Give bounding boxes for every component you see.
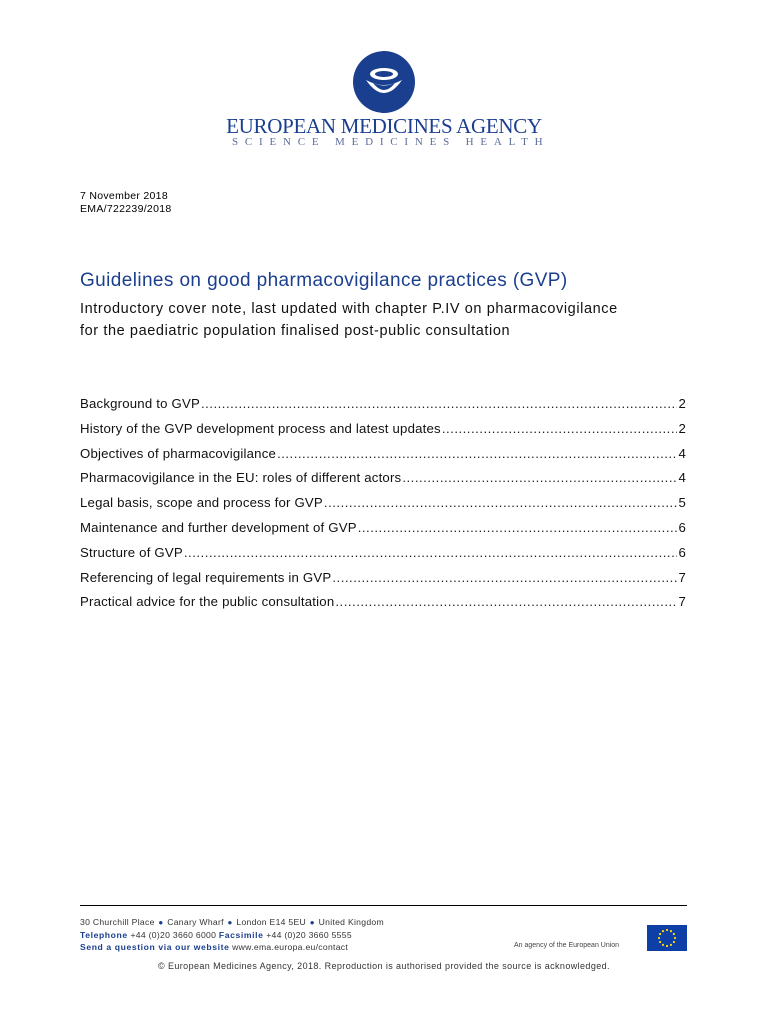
toc-entry[interactable] xyxy=(80,470,686,495)
address-country: United Kingdom xyxy=(318,917,384,927)
toc-entry[interactable] xyxy=(80,594,686,619)
address-street: 30 Churchill Place xyxy=(80,917,155,927)
toc-dot-leader xyxy=(277,446,677,461)
toc-entry[interactable] xyxy=(80,545,686,570)
copyright-notice: © European Medicines Agency, 2018. Reproduction is authorised provided the source is acknowledged. xyxy=(158,961,610,971)
document-date: 7 November 2018 xyxy=(80,190,168,202)
toc-entry-page[interactable]: 4 xyxy=(678,470,686,486)
bullet-icon: ● xyxy=(227,918,233,927)
toc-dot-leader xyxy=(335,594,677,609)
toc-entry[interactable] xyxy=(80,446,686,471)
toc-entry-label[interactable]: Objectives of pharmacovigilance xyxy=(80,445,277,461)
telephone-label: Telephone xyxy=(80,930,128,940)
bullet-icon: ● xyxy=(158,918,164,927)
document-title: Guidelines on good pharmacovigilance practices (GVP) xyxy=(80,270,568,291)
footer-address xyxy=(80,916,384,929)
question-label: Send a question via our website xyxy=(80,942,230,952)
toc-dot-leader xyxy=(442,421,678,436)
toc-entry-page[interactable]: 7 xyxy=(678,594,686,610)
toc-dot-leader xyxy=(358,520,678,535)
toc-entry[interactable] xyxy=(80,396,686,421)
eu-agency-note: An agency of the European Union xyxy=(514,942,620,949)
toc-entry-page[interactable]: 4 xyxy=(678,445,686,461)
toc-entry-label[interactable]: Structure of GVP xyxy=(80,544,183,560)
footer-address-block xyxy=(80,916,384,953)
footer-website xyxy=(80,941,384,953)
website-link[interactable]: www.ema.europa.eu/contact xyxy=(232,942,349,952)
toc-entry-label[interactable]: Background to GVP xyxy=(80,396,200,411)
toc-entry-label[interactable]: Practical advice for the public consultation xyxy=(80,594,335,610)
ema-globe-logo-icon xyxy=(352,50,416,114)
document-meta xyxy=(80,190,171,216)
eu-flag-icon xyxy=(647,925,687,951)
facsimile-number: +44 (0)20 3660 5555 xyxy=(266,930,352,940)
toc-entry-label[interactable]: History of the GVP development process and latest updates xyxy=(80,420,441,436)
toc-entry-label[interactable]: Referencing of legal requirements in GVP xyxy=(80,569,332,585)
toc-dot-leader xyxy=(332,570,677,585)
toc-dot-leader xyxy=(324,495,678,510)
toc-dot-leader xyxy=(201,396,677,411)
address-district: Canary Wharf xyxy=(167,917,224,927)
address-city: London E14 5EU xyxy=(236,917,307,927)
toc-entry-page[interactable]: 2 xyxy=(678,420,686,436)
toc-dot-leader xyxy=(184,545,678,560)
toc-entry-page[interactable]: 2 xyxy=(678,396,686,411)
agency-name: EUROPEAN MEDICINES AGENCY xyxy=(226,114,542,138)
footer-phones xyxy=(80,929,384,941)
toc-entry-page[interactable]: 7 xyxy=(678,569,686,585)
toc-entry-page[interactable]: 6 xyxy=(678,544,686,560)
toc-entry-page[interactable]: 5 xyxy=(678,495,686,511)
toc-entry-page[interactable]: 6 xyxy=(678,519,686,535)
toc-entry-label[interactable]: Pharmacovigilance in the EU: roles of different actors xyxy=(80,470,402,486)
toc-entry[interactable] xyxy=(80,570,686,595)
document-reference: EMA/722239/2018 xyxy=(80,203,172,215)
toc-entry-label[interactable]: Maintenance and further development of GVP xyxy=(80,519,357,535)
toc-entry[interactable] xyxy=(80,421,686,446)
telephone-number: +44 (0)20 3660 6000 xyxy=(130,930,217,940)
agency-tagline: SCIENCE MEDICINES HEALTH xyxy=(232,136,550,148)
toc-entry-label[interactable]: Legal basis, scope and process for GVP xyxy=(80,495,323,511)
document-subtitle: Introductory cover note, last updated with chapter P.IV on pharmacovigilance for the paediatric population finalised post-public consultation xyxy=(80,301,618,339)
facsimile-label: Facsimile xyxy=(218,930,264,940)
toc-entry[interactable] xyxy=(80,495,686,520)
footer-divider xyxy=(80,905,687,906)
bullet-icon: ● xyxy=(309,918,315,927)
toc-entry[interactable] xyxy=(80,520,686,545)
table-of-contents xyxy=(80,396,686,619)
toc-dot-leader xyxy=(402,470,677,485)
